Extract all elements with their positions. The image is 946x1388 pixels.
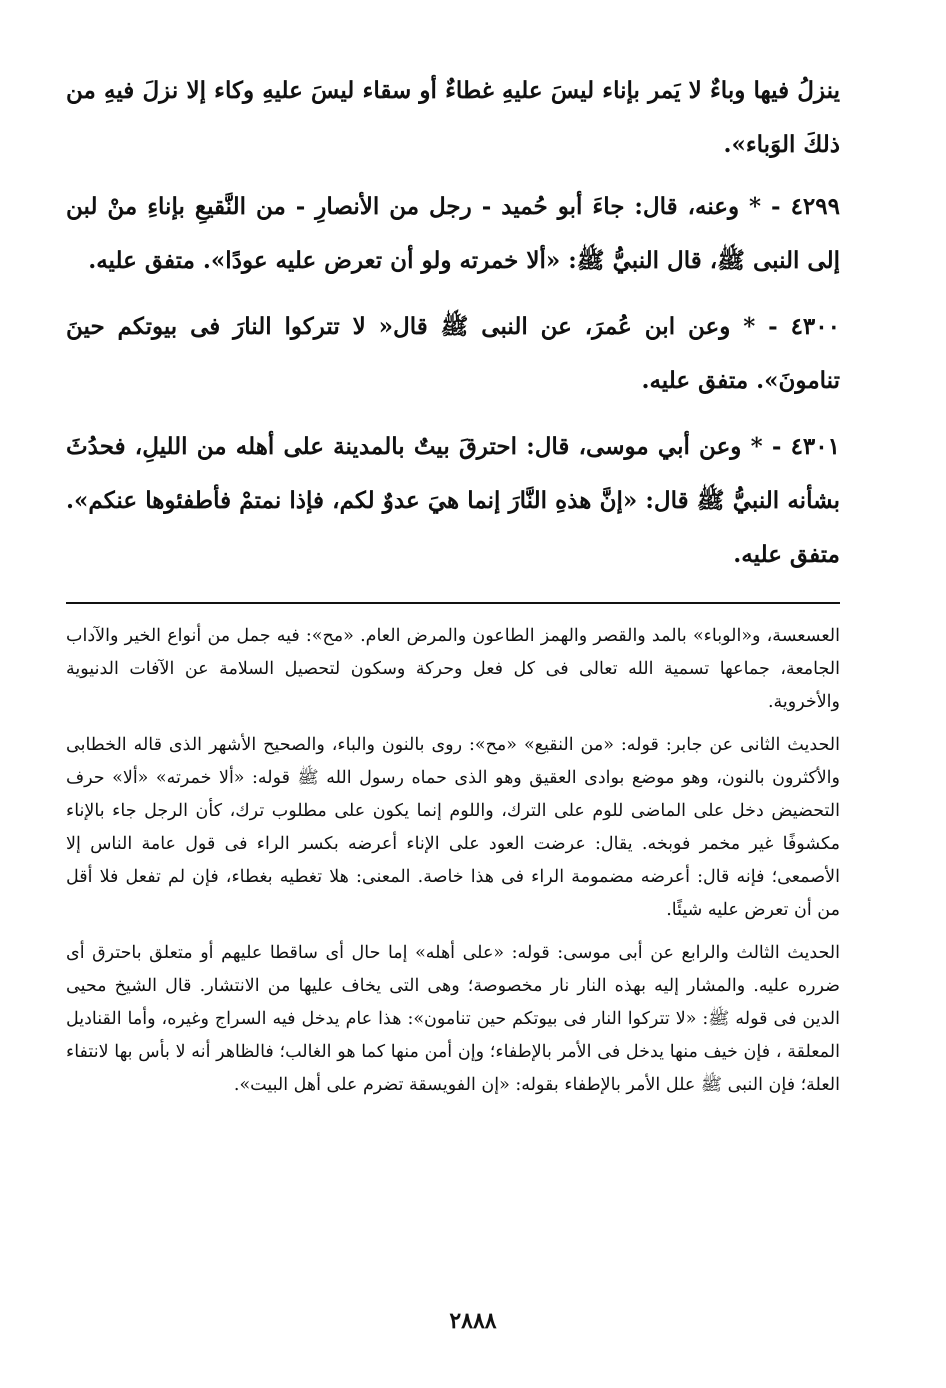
hadith-continuation: ينزلُ فيها وباءٌ لا يَمر بإناء ليسَ عليهِ غطاءٌ أو سقاء ليسَ عليهِ وكاء إلا نزلَ فيهِ من ذلكَ الوَباء». <box>66 77 840 158</box>
hadith-text <box>66 64 840 582</box>
footnote-divider <box>66 602 840 604</box>
commentary-note: العسعسة، و«الوباء» بالمد والقصر والهمز الطاعون والمرض العام. «مح»: فيه جمل من أنواع الخير والآداب الجامعة، جماعها تسمية الله تعالى فى كل فعل وحركة وسكون لتحصيل السلامة عن الآفات الدنيوية والأخروية. <box>66 626 840 712</box>
commentary-note: الحديث الثالث والرابع عن أبى موسى: قوله: «على أهله» إما حال أى ساقطا عليهم أو متعلق باحترق أى ضرره عليه. والمشار إليه بهذه النار نار مخصوصة؛ وهى التى يخاف عليها من الانتشار. قال الشيخ محيى الدين فى قوله ﷺ: «لا تتركوا النار فى بيوتكم حين تنامون»: هذا عام يدخل فيه السراج وغيره، وأما القناديل المعلقة ، فإن خيف منها يدخل فى الأمر بالإطفاء؛ وإن أمن منها كما هو الغالب؛ فالظاهر أنه لا بأس بها لانتفاء العلة؛ فإن النبى ﷺ علل الأمر بالإطفاء بقوله: «إن الفويسقة تضرم على أهل البيت». <box>66 943 840 1095</box>
page-number: ٢٨٨٨ <box>449 1308 497 1334</box>
hadith-4300: ٤٣٠٠ - * وعن ابن عُمرَ، عن النبى ﷺ قال« لا تتركوا النارَ فى بيوتكم حينَ تنامونَ». متفق عليه. <box>66 313 840 394</box>
page-body <box>66 64 840 1112</box>
commentary-note: الحديث الثانى عن جابر: قوله: «من النقيع» «مح»: روى بالنون والباء، والصحيح الأشهر الذى قاله الخطابى والأكثرون بالنون، وهو موضع بوادى العقيق وهو الذى حماه رسول الله ﷺ قوله: «ألا خمرته» «ألا» حرف التحضيض دخل على الماضى للوم على الترك، واللوم إنما يكون على مطلوب ترك، كأن الرجل جاء بالإناء مكشوفًا غير مخمر فوبخه. يقال: عرضت العود على الإناء أعرضه بكسر الراء فى قول عامة الناس إلا الأصمعى؛ فإنه قال: أعرضه مضمومة الراء فى هذا خاصة. المعنى: هلا تغطيه بغطاء، فإن لم تفعل فلا أقل من أن تعرض عليه شيئًا. <box>66 735 840 920</box>
hadith-4299: ٤٢٩٩ - * وعنه، قال: جاءَ أبو حُميد - رجل من الأنصارِ - من النَّقيعِ بإناءِ منْ لبن إلى النبى ﷺ، قال النبيُّ ﷺ: «ألا خمرته ولو أن تعرض عليه عودًا». متفق عليه. <box>66 193 840 274</box>
hadith-4301: ٤٣٠١ - * وعن أبي موسى، قال: احترقَ بيتٌ بالمدينة على أهله من الليلِ، فحدُثَ بشأنه النبيُّ ﷺ قال: «إنَّ هذهِ النَّارَ إنما هيَ عدوٌ لكم، فإذا نمتمْ فأطفئوها عنكم». متفق عليه. <box>66 433 840 568</box>
commentary-notes <box>66 620 840 1102</box>
